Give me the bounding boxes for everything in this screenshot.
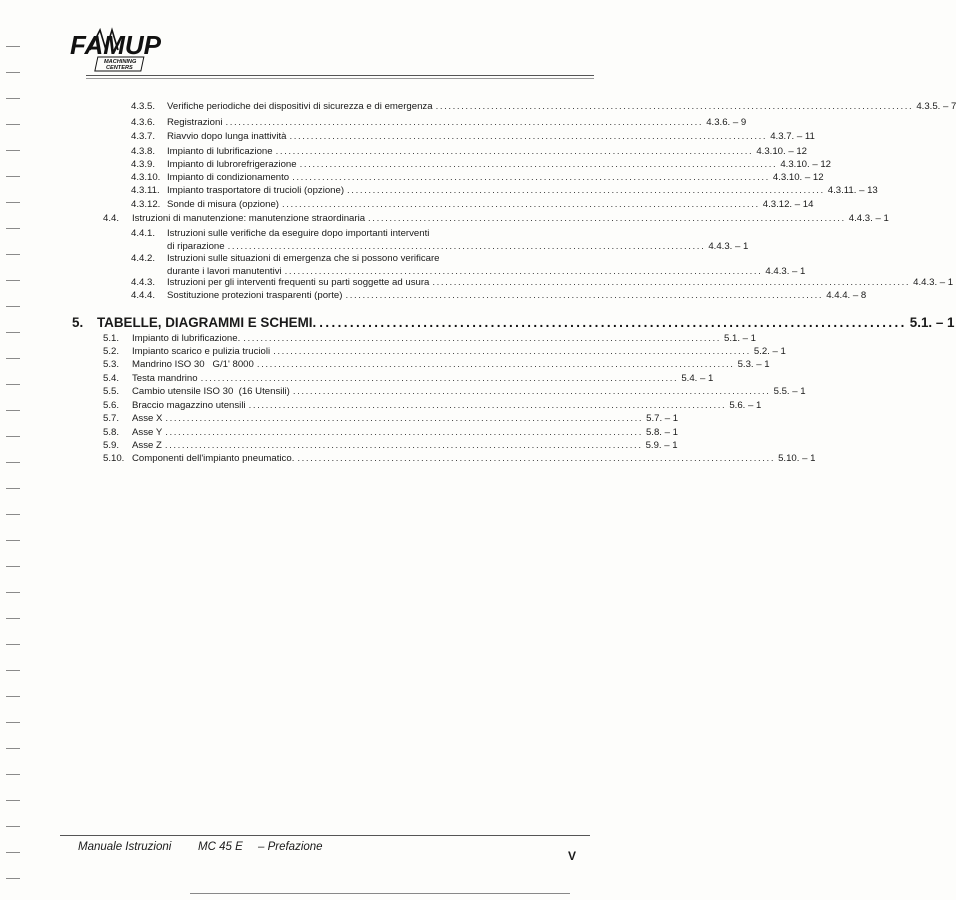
- footer-section: – Prefazione: [258, 841, 323, 853]
- toc-page: 4.3.7. – 11: [770, 131, 815, 142]
- toc-title: Mandrino ISO 30 G/1' 8000: [132, 359, 254, 370]
- leader-dots: ................................................................................................................: [243, 333, 721, 344]
- toc-title: Istruzioni di manutenzione: manutenzione straordinaria: [132, 213, 366, 224]
- toc-page: 4.3.5. – 7: [916, 101, 956, 112]
- famup-logo: [70, 28, 190, 82]
- toc-entry-4-3-10[interactable]: [131, 171, 824, 184]
- toc-entry-4-3-9[interactable]: [131, 158, 832, 171]
- toc-title: Braccio magazzino utensili: [132, 400, 246, 411]
- toc-entry-5-3[interactable]: [103, 358, 770, 371]
- toc-title: Sonde di misura (opzione): [167, 199, 279, 210]
- toc-title: Cambio utensile ISO 30 (16 Utensili): [132, 386, 290, 397]
- leader-dots: ................................................................................................................: [432, 277, 911, 288]
- toc-number: 4.3.12.: [131, 199, 161, 210]
- toc-entry-4-3-5[interactable]: [131, 100, 956, 113]
- leader-dots: ................................................................................................................: [297, 453, 776, 464]
- bottom-rule: [190, 893, 570, 894]
- chapter-page: 5.1. – 1: [909, 315, 955, 330]
- toc-title-continued: durante i lavori manutentivi: [167, 266, 282, 278]
- chapter-title: TABELLE, DIAGRAMMI E SCHEMI.: [97, 315, 317, 330]
- toc-page: 4.3.11. – 13: [827, 185, 878, 196]
- leader-dots: ................................................................................................................: [368, 213, 846, 224]
- toc-title: Impianto di lubrorefrigerazione: [167, 159, 297, 170]
- toc-page: 4.4.4. – 8: [826, 290, 867, 301]
- leader-dots: ................................................................................................................: [256, 359, 735, 370]
- toc-entry-4-3-6[interactable]: [131, 116, 747, 129]
- toc-number: 5.10.: [103, 453, 125, 464]
- toc-page: 5.10. – 1: [778, 453, 816, 464]
- logo-tagline-2: CENTERS: [106, 65, 133, 71]
- toc-number: 5.4.: [103, 373, 120, 384]
- toc-number: 5.1.: [103, 333, 120, 344]
- leader-dots: ................................................................................................................: [347, 185, 825, 196]
- toc-number: 5.3.: [103, 359, 120, 370]
- leader-dots: ................................................................................................................: [284, 266, 763, 278]
- toc-entry-5-6[interactable]: [103, 399, 762, 412]
- leader-dots: ................................................................................................................: [227, 241, 706, 253]
- toc-title: Asse X: [132, 413, 163, 424]
- toc-number: 4.4.1.: [131, 228, 156, 239]
- toc-title: Istruzioni sulle verifiche da eseguire dopo importanti interventi: [167, 228, 430, 239]
- toc-title: Impianto di lubrificazione: [167, 146, 273, 157]
- toc-entry-4-4-3[interactable]: [131, 276, 954, 289]
- leader-dots: ................................................................................................................: [345, 290, 824, 301]
- toc-page: 5.8. – 1: [645, 427, 678, 438]
- toc-title: Registrazioni: [167, 117, 223, 128]
- toc-title-continued: di riparazione: [167, 241, 225, 253]
- chapter-number: 5.: [72, 315, 84, 330]
- leader-dots: ................................................................................................................: [164, 440, 643, 451]
- toc-title: Istruzioni per gli interventi frequenti su parti soggette ad usura: [167, 277, 430, 288]
- toc-title: Asse Z: [132, 440, 162, 451]
- toc-title: Istruzioni sulle situazioni di emergenza che si possono verificare: [167, 253, 440, 264]
- logo-brand-text: FAMUP: [70, 30, 161, 60]
- toc-entry-4-3-8[interactable]: [131, 145, 808, 158]
- toc-chapter-5[interactable]: [72, 315, 955, 331]
- leader-dots: ................................................................................................................: [282, 199, 760, 210]
- toc-number: 4.3.9.: [131, 159, 156, 170]
- footer-page-number: V: [568, 849, 577, 863]
- toc-number: 4.3.7.: [131, 131, 156, 142]
- leader-dots: ................................................................................................................: [200, 373, 679, 384]
- leader-dots: ................................................................................................................: [292, 386, 771, 397]
- toc-number: 5.6.: [103, 400, 120, 411]
- footer-manual: Manuale Istruzioni: [78, 841, 172, 853]
- toc-page: 4.3.10. – 12: [772, 172, 824, 183]
- toc-entry-5-10[interactable]: [103, 452, 816, 465]
- toc-page: 5.9. – 1: [645, 440, 678, 451]
- toc-entry-4-4-4[interactable]: [131, 289, 867, 302]
- toc-page: 4.4.3. – 1: [848, 213, 889, 224]
- binding-margin: [0, 0, 24, 900]
- leader-dots: ................................................................................................: [319, 315, 907, 330]
- toc-number: 4.3.6.: [131, 117, 156, 128]
- toc-number: 4.3.8.: [131, 146, 156, 157]
- toc-page: 5.1. – 1: [724, 333, 757, 344]
- toc-page: 4.4.3. – 1: [913, 277, 954, 288]
- toc-entry-4-3-12[interactable]: [131, 198, 814, 211]
- leader-dots: ................................................................................................................: [248, 400, 727, 411]
- toc-number: 4.4.2.: [131, 253, 156, 264]
- toc-page: 4.4.3. – 1: [765, 266, 806, 278]
- toc-title: Sostituzione protezioni trasparenti (porte): [167, 290, 343, 301]
- toc-entry-5-8[interactable]: [103, 426, 678, 439]
- toc-entry-4-4-1[interactable]: [131, 227, 749, 254]
- toc-title: Asse Y: [132, 427, 163, 438]
- toc-entry-4-3-11[interactable]: [131, 184, 878, 197]
- toc-title: Impianto scarico e pulizia trucioli: [132, 346, 271, 357]
- toc-page: 4.4.3. – 1: [708, 241, 749, 253]
- toc-number: 4.4.3.: [131, 277, 156, 288]
- logo-tagline-1: MACHINING: [104, 59, 137, 65]
- toc-number: 4.3.10.: [131, 172, 161, 183]
- toc-title: Verifiche periodiche dei dispositivi di sicurezza e di emergenza: [167, 101, 433, 112]
- toc-title: Componenti dell'impianto pneumatico.: [132, 453, 295, 464]
- leader-dots: ................................................................................................................: [165, 413, 644, 424]
- footer-model: MC 45 E: [198, 841, 243, 853]
- leader-dots: ................................................................................................................: [299, 159, 778, 170]
- header-rule: [86, 75, 594, 76]
- toc-number: 5.7.: [103, 413, 120, 424]
- footer-rule: [60, 835, 590, 836]
- toc-entry-5-2[interactable]: [103, 345, 786, 358]
- toc-number: 4.4.: [103, 213, 120, 224]
- toc-page: 5.2. – 1: [753, 346, 786, 357]
- toc-number: 5.2.: [103, 346, 120, 357]
- leader-dots: ................................................................................................................: [292, 172, 770, 183]
- toc-entry-5-5[interactable]: [103, 385, 806, 398]
- toc-number: 4.3.11.: [131, 185, 160, 196]
- toc-title: Testa mandrino: [132, 373, 198, 384]
- toc-entry-5-7[interactable]: [103, 412, 679, 425]
- toc-page: 5.5. – 1: [773, 386, 806, 397]
- toc-entry-5-4[interactable]: [103, 372, 714, 385]
- leader-dots: ................................................................................................................: [273, 346, 751, 357]
- leader-dots: ................................................................................................................: [225, 117, 704, 128]
- toc-number: 4.4.4.: [131, 290, 156, 301]
- toc-number: 4.3.5.: [131, 101, 156, 112]
- leader-dots: ................................................................................................................: [165, 427, 643, 438]
- toc-page: 5.4. – 1: [681, 373, 714, 384]
- toc-entry-5-1[interactable]: [103, 332, 757, 345]
- header-rule-secondary: [86, 78, 594, 79]
- toc-title: Impianto trasportatore di trucioli (opzione): [167, 185, 345, 196]
- toc-entry-4-4-2[interactable]: [131, 252, 806, 279]
- toc-number: 5.5.: [103, 386, 120, 397]
- toc-page: 5.7. – 1: [646, 413, 679, 424]
- toc-number: 5.9.: [103, 440, 120, 451]
- toc-entry-4-4[interactable]: [103, 212, 889, 225]
- toc-page: 4.3.10. – 12: [780, 159, 832, 170]
- toc-entry-5-9[interactable]: [103, 439, 678, 452]
- toc-page: 4.3.10. – 12: [756, 146, 808, 157]
- toc-page: 4.3.12. – 14: [762, 199, 814, 210]
- toc-page: 4.3.6. – 9: [706, 117, 747, 128]
- toc-page: 5.3. – 1: [737, 359, 770, 370]
- leader-dots: ................................................................................................................: [435, 101, 914, 112]
- toc-title: Riavvio dopo lunga inattività: [167, 131, 287, 142]
- leader-dots: ................................................................................................................: [275, 146, 754, 157]
- leader-dots: ................................................................................................................: [289, 131, 768, 142]
- toc-title: Impianto di condizionamento: [167, 172, 290, 183]
- toc-title: Impianto di lubrificazione.: [132, 333, 241, 344]
- toc-page: 5.6. – 1: [729, 400, 762, 411]
- toc-number: 5.8.: [103, 427, 120, 438]
- toc-entry-4-3-7[interactable]: [131, 130, 815, 143]
